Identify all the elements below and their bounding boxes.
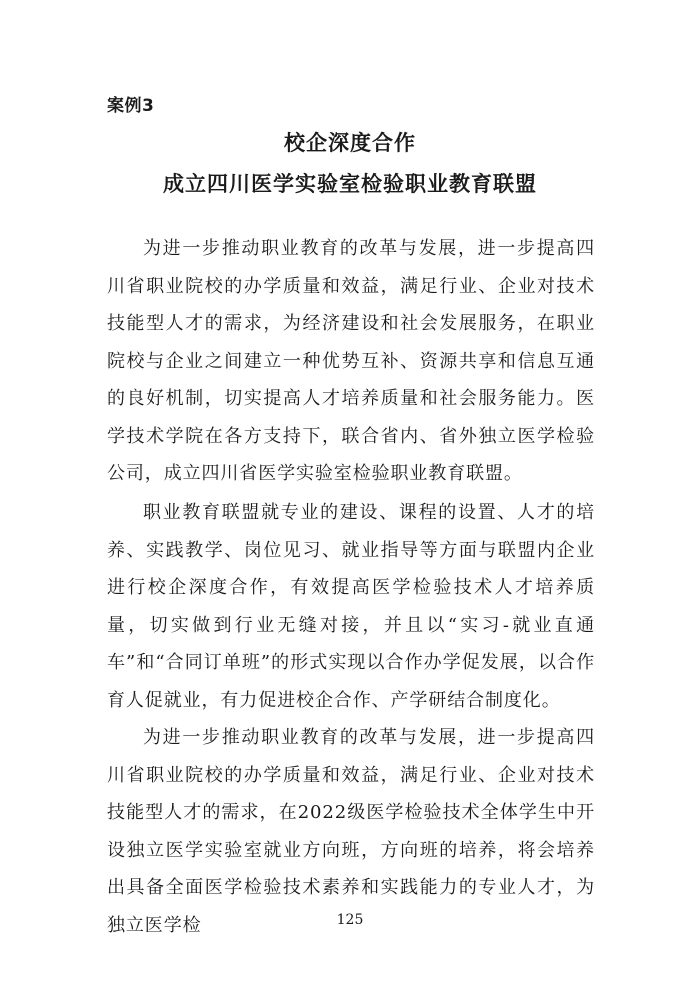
- page-title: 校企深度合作: [284, 130, 416, 155]
- page-number: 125: [336, 912, 364, 928]
- body-paragraph-1: 为进一步推动职业教育的改革与发展，进一步提高四川省职业院校的办学质量和效益，满足行业、企业对技术技能型人才的需求，为经济建设和社会发展服务，在职业院校与企业之间建立一种优势互补、资源共享和信息互通的良好机制，切实提高人才培养质量和社会服务能力。医学技术学院在各方支持下，联合省内、省外独立医学检验公司，成立四川省医学实验室检验职业教育联盟。: [107, 238, 595, 484]
- body-paragraph-2: 职业教育联盟就专业的建设、课程的设置、人才的培养、实践教学、岗位见习、就业指导等方面与联盟内企业进行校企深度合作，有效提高医学检验技术人才培养质量，切实做到行业无缝对接，并且以“实习-就业直通车”和“合同订单班”的形式实现以合作办学促发展，以合作育人促就业，有力促进校企合作、产学研结合制度化。: [107, 502, 595, 711]
- case-label: 案例3: [107, 96, 155, 116]
- body-paragraph-3: 为进一步推动职业教育的改革与发展，进一步提高四川省职业院校的办学质量和效益，满足行业、企业对技术技能型人才的需求，在2022级医学检验技术全体学生中开设独立医学实验室就业方向班，方向班的培养，将会培养出具备全面医学检验技术素养和实践能力的专业人才，为独立医学检: [107, 727, 595, 936]
- page-subtitle: 成立四川医学实验室检验职业教育联盟: [163, 171, 537, 196]
